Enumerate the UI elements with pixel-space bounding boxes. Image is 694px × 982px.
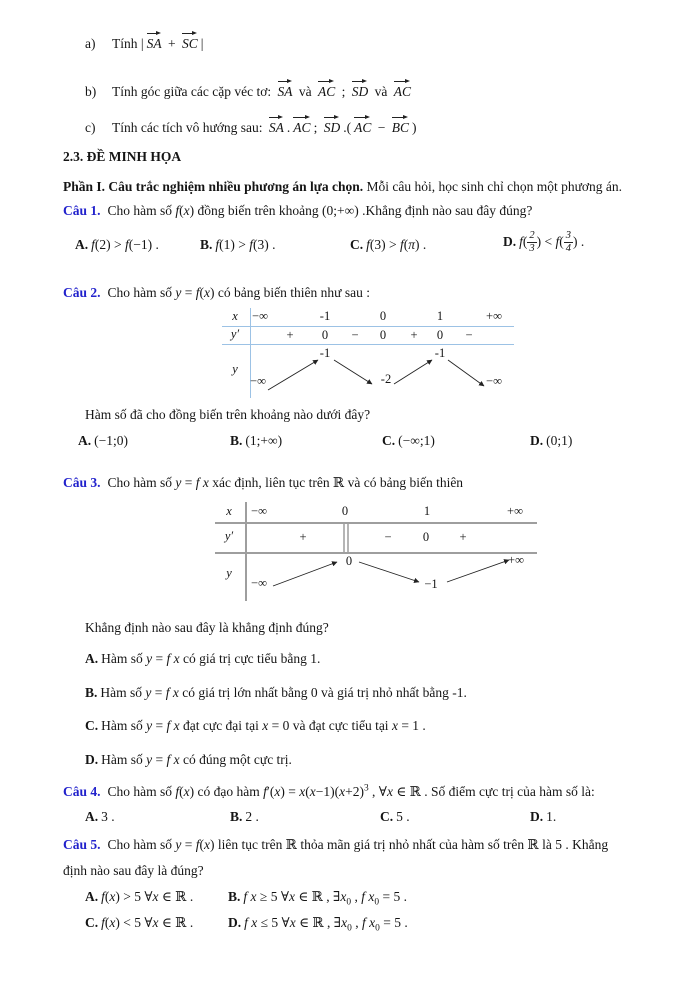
question-4-option-d: D. 1.: [530, 809, 557, 824]
sign-value: −: [465, 328, 473, 342]
question-2-label: Câu 2.: [63, 285, 101, 300]
row-label-y: y: [226, 566, 232, 580]
y-local-max: -1: [319, 346, 331, 360]
question-2-option-d: D. (0;1): [530, 433, 573, 448]
increase-arrow: [447, 560, 509, 582]
item-text: Tính các tích vô hướng sau: SA . AC ; SD .( AC − BC ): [112, 120, 417, 135]
y-local-max: -1: [434, 346, 446, 360]
part1-title: Phần I. Câu trắc nghiệm nhiều phương án lựa chọn.: [63, 179, 364, 194]
question-2-option-a: A. (−1;0): [78, 433, 128, 448]
question-3-option-b: B. Hàm số y = f x có giá trị lớn nhất bằng 0 và giá trị nhỏ nhất bằng -1.: [85, 685, 467, 700]
question-3-option-c: C. Hàm số y = f x đạt cực đại tại x = 0 và đạt cực tiểu tại x = 1 .: [85, 718, 426, 733]
x-value: 1: [436, 309, 444, 323]
item-key: a): [85, 36, 96, 51]
table-horizontal-border: [222, 326, 514, 327]
question-1-option-c: C. f(3) > f(π) .: [350, 237, 427, 252]
x-value: −∞: [252, 309, 268, 323]
discontinuity-double-bar: [347, 524, 349, 552]
fraction: $\frac{3}{4}$: [565, 230, 572, 255]
question-2: [63, 285, 370, 302]
question-5-text-line2: định nào sau đây là đúng?: [63, 863, 204, 878]
row-label-x: x: [232, 309, 238, 323]
y-local-min: −1: [424, 577, 438, 591]
sign-value: +: [299, 530, 307, 544]
question-2-option-c: C. (−∞;1): [382, 433, 435, 448]
increase-arrow: [394, 360, 432, 384]
question-5: [63, 837, 608, 854]
sign-value: +: [410, 328, 418, 342]
y-limit-right: −∞: [486, 374, 502, 388]
question-5-option-b: B. f x ≥ 5 ∀x ∈ ℝ , $\exists x_0$ , f $x_0 = 5$ .: [228, 889, 407, 908]
x-value: +∞: [507, 504, 523, 518]
x-value: −∞: [251, 504, 267, 518]
variation-table-q2: [222, 308, 514, 398]
y-limit-left: −∞: [251, 576, 267, 590]
exercise-item-a: [85, 34, 203, 53]
question-5-option-d: D. f x ≤ 5 ∀x ∈ ℝ , $\exists x_0$ , f $x_0 = 5$ .: [228, 915, 408, 934]
sign-value: 0: [379, 328, 387, 342]
increase-arrow: [268, 360, 318, 390]
question-4-text: Cho hàm số f(x) có đạo hàm $f'(x) = x(x-1)(x+2)^3$ , ∀x ∈ ℝ . Số điểm cực trị của hàm số là:: [107, 783, 595, 799]
x-value: 0: [379, 309, 387, 323]
sign-value: −: [384, 530, 392, 544]
vector-overline: SD: [351, 84, 369, 99]
row-label-y-prime: y′: [224, 529, 234, 543]
y-local-min: -2: [380, 372, 392, 386]
row-label-x: x: [226, 504, 232, 518]
question-3-prompt: Khẳng định nào sau đây là khẳng định đúng?: [85, 620, 329, 635]
increase-arrow: [273, 562, 337, 586]
y-limit-left: −∞: [250, 374, 266, 388]
table-horizontal-border: [215, 522, 537, 524]
question-1: [63, 203, 532, 220]
sign-value: −: [351, 328, 359, 342]
question-3-option-d: D. Hàm số y = f x có đúng một cực trị.: [85, 752, 292, 767]
question-4-option-c: C. 5 .: [380, 809, 410, 824]
vector-overline: SA: [277, 84, 293, 99]
vector-overline: SA: [268, 120, 284, 135]
question-4-option-b: B. 2 .: [230, 809, 259, 824]
part1-note: Mỗi câu hỏi, học sinh chỉ chọn một phương án.: [366, 179, 623, 194]
row-label-y-prime: y′: [230, 327, 240, 341]
discontinuity-double-bar: [343, 524, 345, 552]
vector-overline: SA: [146, 36, 162, 51]
question-1-text: Cho hàm số f(x) đồng biến trên khoảng (0;+∞) .Khẳng định nào sau đây đúng?: [107, 203, 533, 218]
question-5-option-a: A. f(x) > 5 ∀x ∈ ℝ .: [85, 889, 194, 904]
vector-overline: AC: [293, 120, 311, 135]
sign-value: 0: [422, 530, 430, 544]
question-5-label: Câu 5.: [63, 837, 101, 852]
question-1-label: Câu 1.: [63, 203, 101, 218]
row-label-y: y: [232, 362, 238, 376]
question-3-option-a: A. Hàm số y = f x có giá trị cực tiểu bằng 1.: [85, 651, 321, 666]
exercise-item-b: [85, 82, 414, 101]
vector-overline: BC: [391, 120, 409, 135]
sign-value: +: [459, 530, 467, 544]
fraction: $\frac{2}{3}$: [529, 230, 535, 255]
item-key: b): [85, 84, 97, 99]
question-2-option-b: B. (1;+∞): [230, 433, 283, 448]
sign-value: 0: [436, 328, 444, 342]
question-5-text-line1: Cho hàm số y = f(x) liên tục trên ℝ thỏa mãn giá trị nhỏ nhất của hàm số trên ℝ là 5 . Khẳng: [107, 837, 609, 852]
variation-arrows: [215, 552, 537, 601]
y-local-max: 0: [345, 554, 353, 568]
part1-intro: [63, 179, 622, 196]
section-heading: 2.3. ĐỀ MINH HỌA: [63, 149, 182, 164]
question-3-label: Câu 3.: [63, 475, 101, 490]
sign-value: 0: [321, 328, 329, 342]
item-text: Tính góc giữa các cặp véc tơ: SA và AC ; SD và AC: [112, 84, 412, 99]
vector-overline: AC: [318, 84, 336, 99]
question-2-prompt: Hàm số đã cho đồng biến trên khoảng nào dưới đây?: [85, 407, 371, 422]
question-2-text: Cho hàm số y = f(x) có bảng biến thiên như sau :: [107, 285, 370, 300]
variation-table-q3: [215, 502, 537, 601]
item-key: c): [85, 120, 96, 135]
question-3-text: Cho hàm số y = f x xác định, liên tục trên ℝ và có bảng biến thiên: [107, 475, 464, 490]
vector-overline: SC: [181, 36, 198, 51]
question-5-option-c: C. f(x) < 5 ∀x ∈ ℝ .: [85, 915, 194, 930]
item-text: Tính | SA + SC |: [112, 36, 204, 51]
decrease-arrow: [334, 360, 372, 384]
question-1-option-b: B. f(1) > f(3) .: [200, 237, 276, 252]
vector-overline: SD: [323, 120, 341, 135]
question-1-option-d: D. f( $\frac{2}{3}$ ) < f( $\frac{3}{4}$ ) .: [503, 230, 585, 255]
exercise-item-c: [85, 118, 416, 137]
question-4-option-a: A. 3 .: [85, 809, 115, 824]
x-value: -1: [319, 309, 331, 323]
question-3: [63, 475, 463, 492]
question-4: [63, 783, 595, 800]
decrease-arrow: [359, 562, 419, 582]
y-limit-right: +∞: [508, 553, 524, 567]
question-1-option-a: A. f(2) > f(−1) .: [75, 237, 159, 252]
x-value: 1: [423, 504, 431, 518]
vector-overline: AC: [393, 84, 412, 99]
x-value: 0: [341, 504, 349, 518]
decrease-arrow: [448, 360, 484, 386]
x-value: +∞: [486, 309, 502, 323]
sign-value: +: [286, 328, 294, 342]
vector-overline: AC: [354, 120, 372, 135]
question-4-label: Câu 4.: [63, 783, 101, 799]
variation-arrows: [222, 344, 514, 398]
